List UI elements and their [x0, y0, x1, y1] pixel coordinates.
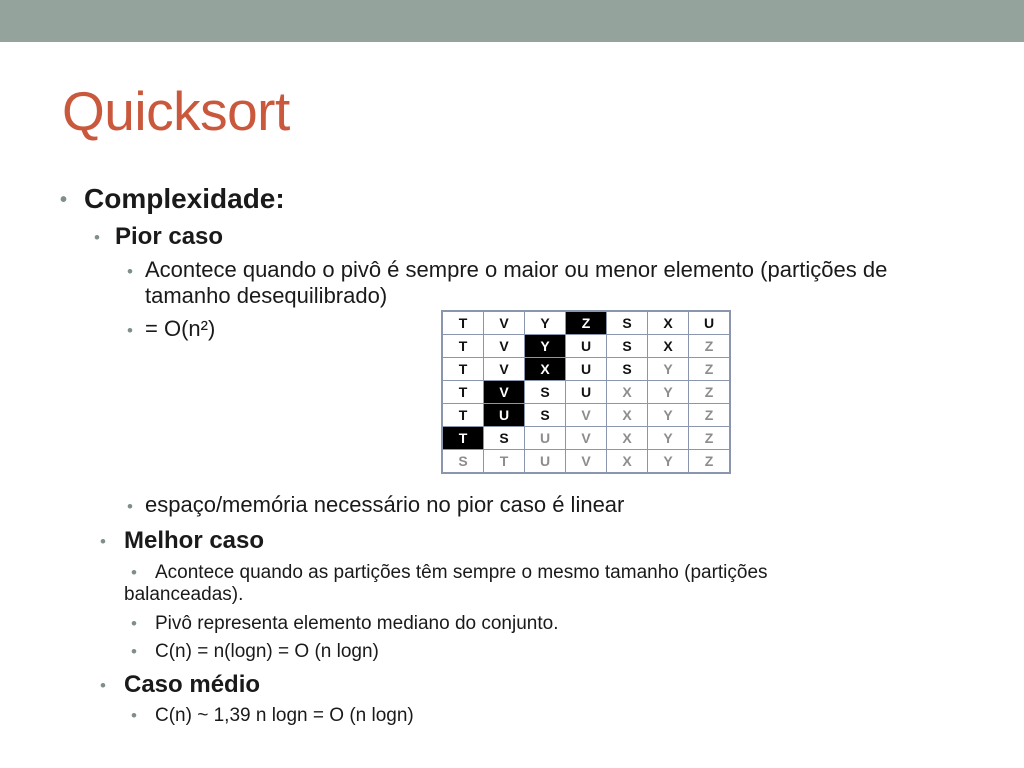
bullet-icon: •: [131, 706, 137, 725]
table-cell: X: [607, 450, 648, 474]
bullet-icon: •: [131, 614, 137, 633]
caso-medio-item-1: C(n) ~ 1,39 n logn = O (n logn): [155, 705, 414, 726]
bullet-icon: •: [131, 563, 137, 582]
table-cell: S: [525, 381, 566, 404]
partition-row: [442, 335, 730, 358]
section-complexidade: [60, 183, 285, 215]
table-cell: S: [607, 335, 648, 358]
pivot-cell: X: [525, 358, 566, 381]
table-cell: U: [689, 311, 731, 335]
table-cell: V: [566, 450, 607, 474]
table-cell: S: [442, 450, 484, 474]
pivot-cell: Y: [525, 335, 566, 358]
table-cell: T: [442, 381, 484, 404]
pior-caso-item-1: Acontece quando o pivô é sempre o maior ou menor elemento (partições de: [145, 257, 888, 282]
table-cell: Z: [689, 450, 731, 474]
table-cell: X: [607, 381, 648, 404]
pior-caso-item-3: espaço/memória necessário no pior caso é linear: [145, 492, 625, 517]
table-cell: U: [566, 358, 607, 381]
partition-row: [442, 404, 730, 427]
table-cell: T: [484, 450, 525, 474]
table-cell: T: [442, 311, 484, 335]
bullet-icon: •: [131, 642, 137, 661]
pivot-cell: U: [484, 404, 525, 427]
table-cell: V: [484, 358, 525, 381]
complexidade-label: Complexidade:: [84, 183, 285, 214]
table-cell: S: [484, 427, 525, 450]
table-cell: T: [442, 404, 484, 427]
table-cell: Z: [689, 358, 731, 381]
caso-medio-heading: Caso médio: [124, 671, 261, 698]
table-cell: U: [525, 450, 566, 474]
table-cell: V: [566, 404, 607, 427]
bullet-icon: •: [127, 321, 133, 340]
partition-row: [442, 427, 730, 450]
pivot-cell: V: [484, 381, 525, 404]
table-cell: S: [607, 358, 648, 381]
pivot-cell: T: [442, 427, 484, 450]
table-cell: X: [607, 404, 648, 427]
melhor-caso-item-2: Pivô representa elemento mediano do conjunto.: [155, 613, 559, 634]
pivot-cell: Z: [566, 311, 607, 335]
header-bar: [0, 0, 1024, 42]
table-cell: V: [566, 427, 607, 450]
table-cell: Z: [689, 381, 731, 404]
melhor-caso-item-3: C(n) = n(logn) = O (n logn): [155, 641, 379, 662]
bullet-icon: •: [127, 262, 133, 281]
partition-table: [441, 310, 731, 474]
bullet-icon: •: [127, 497, 133, 516]
table-cell: U: [566, 335, 607, 358]
table-cell: V: [484, 335, 525, 358]
table-cell: Y: [648, 427, 689, 450]
pior-caso-item-2: = O(n²): [145, 316, 216, 341]
table-cell: X: [648, 311, 689, 335]
table-cell: V: [484, 311, 525, 335]
table-cell: Y: [648, 358, 689, 381]
partition-row: [442, 311, 730, 335]
table-cell: U: [566, 381, 607, 404]
bullet-icon: •: [100, 532, 106, 551]
table-cell: Y: [648, 404, 689, 427]
table-cell: Y: [525, 311, 566, 335]
partition-row: [442, 381, 730, 404]
table-cell: X: [607, 427, 648, 450]
table-cell: Z: [689, 427, 731, 450]
partition-row: [442, 358, 730, 381]
bullet-icon: •: [100, 676, 106, 695]
melhor-caso-item-1: Acontece quando as partições têm sempre o mesmo tamanho (partições: [155, 562, 768, 583]
table-cell: Y: [648, 381, 689, 404]
pior-caso-heading: Pior caso: [115, 223, 224, 250]
melhor-caso-heading: Melhor caso: [124, 527, 265, 554]
slide-title: Quicksort: [62, 80, 290, 142]
table-cell: U: [525, 427, 566, 450]
partition-row: [442, 450, 730, 474]
bullet-icon: •: [60, 189, 68, 212]
bullet-icon: •: [94, 228, 100, 247]
table-cell: Y: [648, 450, 689, 474]
table-cell: T: [442, 358, 484, 381]
table-cell: X: [648, 335, 689, 358]
melhor-caso-item-1-cont: balanceadas).: [124, 584, 244, 605]
table-cell: Z: [689, 404, 731, 427]
pior-caso-item-1-cont: tamanho desequilibrado): [145, 283, 388, 308]
table-cell: S: [607, 311, 648, 335]
table-cell: Z: [689, 335, 731, 358]
table-cell: S: [525, 404, 566, 427]
table-cell: T: [442, 335, 484, 358]
